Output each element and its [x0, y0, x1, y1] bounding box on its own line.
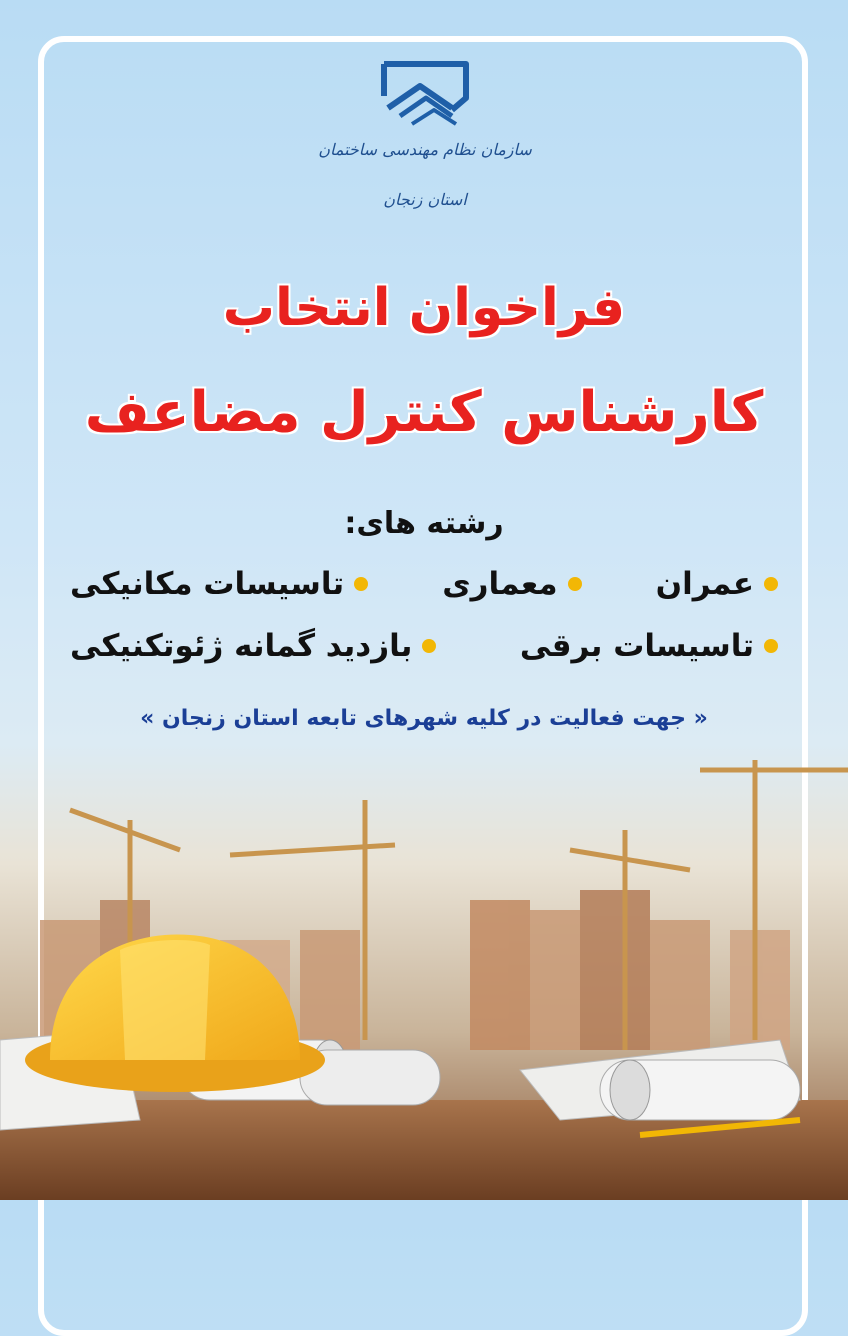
field-item — [70, 566, 368, 602]
field-label: بازدید گمانه ژئوتکنیکی — [70, 628, 413, 664]
bullet-icon — [764, 577, 778, 591]
activity-note: « جهت فعالیت در کلیه شهرهای تابعه استان زنجان » — [140, 706, 708, 731]
bullet-icon — [764, 639, 778, 653]
field-label: عمران — [655, 566, 754, 602]
organization-name: سازمان نظام مهندسی ساختمان — [318, 140, 532, 159]
bullet-icon — [422, 639, 436, 653]
construction-scene-illustration — [0, 740, 848, 1200]
field-label: تاسیسات برقی — [519, 628, 754, 664]
bullet-icon — [568, 577, 582, 591]
field-label: تاسیسات مکانیکی — [70, 566, 345, 602]
field-item — [442, 566, 581, 602]
bullet-icon — [354, 577, 368, 591]
fields-row-1 — [70, 566, 778, 602]
headline-subtitle: کارشناس کنترل مضاعف — [84, 380, 764, 445]
field-item — [656, 566, 778, 602]
fields-label: رشته های: — [344, 506, 504, 541]
headline-title: فراخوان انتخاب — [222, 278, 626, 338]
organization-province: استان زنجان — [383, 190, 467, 209]
field-item — [520, 628, 778, 664]
field-label: معماری — [442, 566, 558, 602]
organization-logo-icon — [378, 60, 472, 130]
field-item — [70, 628, 436, 664]
fields-row-2 — [70, 628, 778, 664]
